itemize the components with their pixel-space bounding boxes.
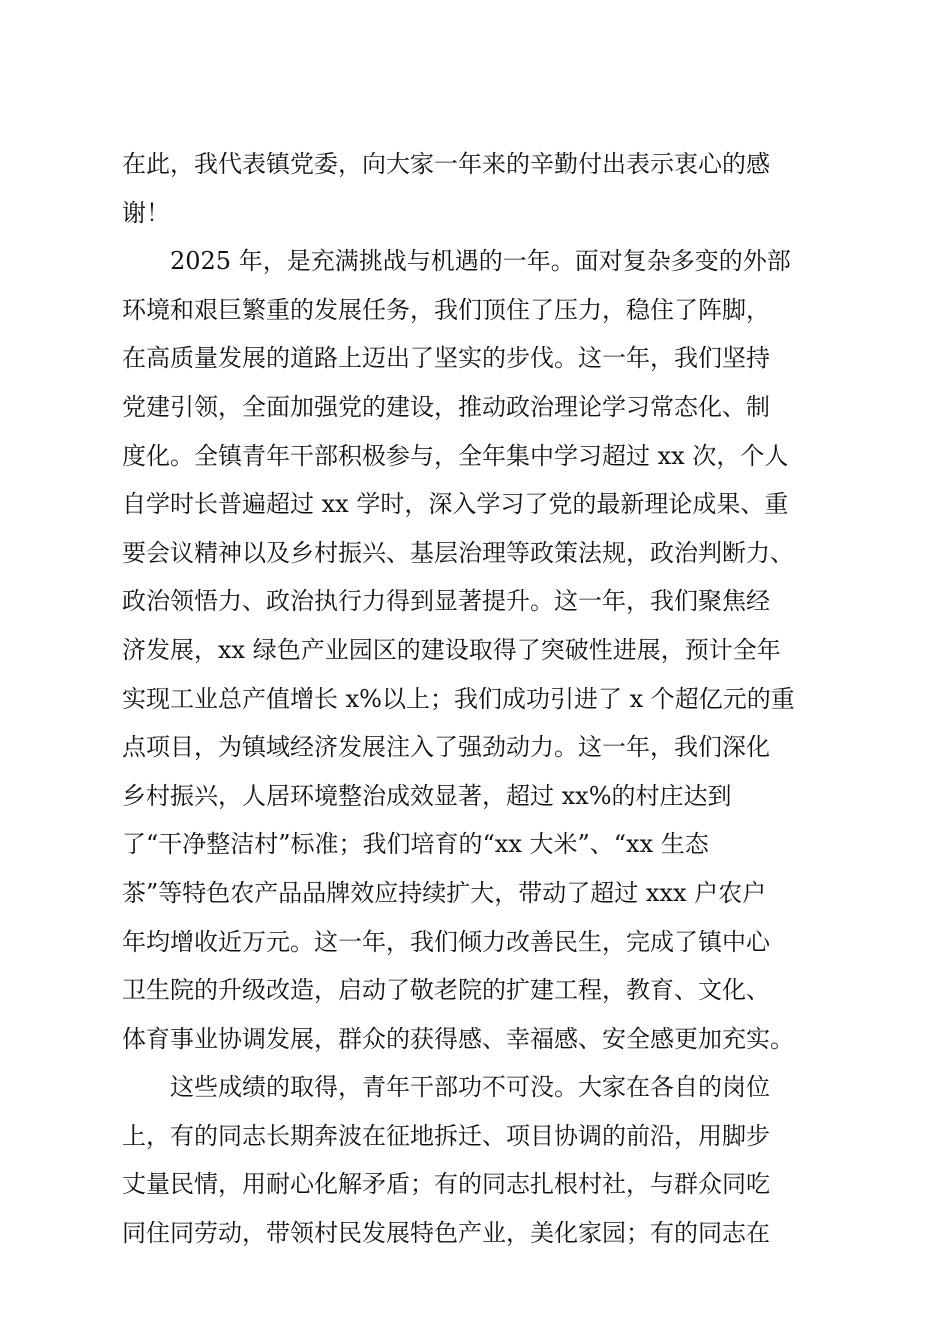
text-line: 政治领悟力、政治执行力得到显著提升。这一年，我们聚焦经 bbox=[122, 587, 770, 616]
text-line: 党建引领，全面加强党的建设，推动政治理论学习常态化、制 bbox=[122, 392, 770, 421]
text-line: 茶”等特色农产品品牌效应持续扩大，带动了超过 xxx 户农户 bbox=[122, 878, 767, 907]
text-line: 丈量民情，用耐心化解矛盾；有的同志扎根村社，与群众同吃 bbox=[122, 1170, 770, 1199]
text-line: 济发展，xx 绿色产业园区的建设取得了突破性进展，预计全年 bbox=[122, 635, 781, 664]
document-body bbox=[122, 140, 828, 1258]
text-line: 上，有的同志长期奔波在征地拆迁、项目协调的前沿，用脚步 bbox=[122, 1121, 770, 1150]
text-line: 体育事业协调发展，群众的获得感、幸福感、安全感更加充实。 bbox=[122, 1024, 794, 1053]
text-line: 度化。全镇青年干部积极参与，全年集中学习超过 xx 次，个人 bbox=[122, 441, 789, 470]
text-line: 卫生院的升级改造，启动了敬老院的扩建工程，教育、文化、 bbox=[122, 976, 770, 1005]
text-line: 环境和艰巨繁重的发展任务，我们顶住了压力，稳住了阵脚， bbox=[122, 295, 770, 324]
text-line: 自学时长普遍超过 xx 学时，深入学习了党的最新理论成果、重 bbox=[122, 490, 789, 519]
text-line: 点项目，为镇域经济发展注入了强劲动力。这一年，我们深化 bbox=[122, 733, 770, 762]
text-line: 要会议精神以及乡村振兴、基层治理等政策法规，政治判断力、 bbox=[122, 538, 794, 567]
paragraph-start-line: 2025 年，是充满挑战与机遇的一年。面对复杂多变的外部 bbox=[170, 247, 791, 276]
text-line: 了“干净整洁村”标准；我们培育的“xx 大米”、“xx 生态 bbox=[122, 830, 709, 859]
text-line: 在此，我代表镇党委，向大家一年来的辛勤付出表示衷心的感 bbox=[122, 150, 770, 178]
text-line: 乡村振兴，人居环境整治成效显著，超过 xx%的村庄达到 bbox=[122, 781, 732, 810]
text-line: 实现工业总产值增长 x%以上；我们成功引进了 x 个超亿元的重 bbox=[122, 684, 795, 713]
paragraph-start-line: 这些成绩的取得，青年干部功不可没。大家在各自的岗位 bbox=[170, 1073, 770, 1102]
text-line: 同住同劳动，带领村民发展特色产业，美化家园；有的同志在 bbox=[122, 1219, 770, 1248]
text-line: 年均增收近万元。这一年，我们倾力改善民生，完成了镇中心 bbox=[122, 927, 770, 956]
text-line: 在高质量发展的道路上迈出了坚实的步伐。这一年，我们坚持 bbox=[122, 344, 770, 373]
text-line: 谢！ bbox=[122, 198, 170, 227]
